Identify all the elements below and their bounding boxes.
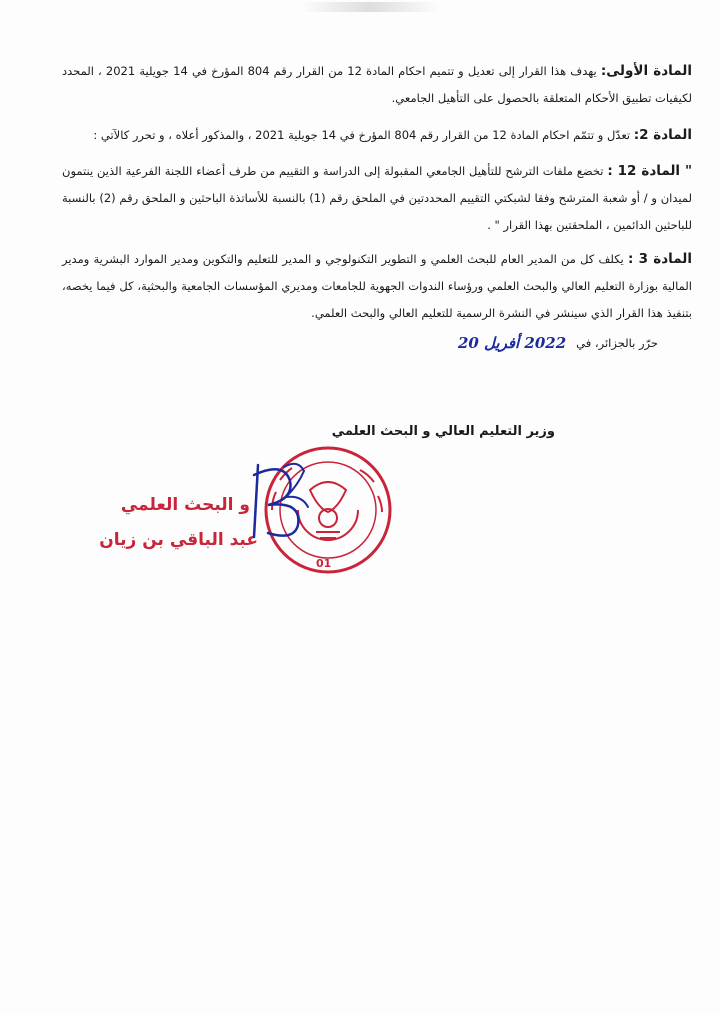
scan-smudge: [300, 2, 440, 12]
article-2-label: المادة 2:: [633, 127, 692, 143]
article-2: [62, 122, 692, 149]
article-12: [62, 158, 692, 239]
stamp-line-2: عبد الباقي بن زيان: [99, 530, 258, 550]
handwritten-date: 2022 أفريل 20: [457, 334, 567, 352]
article-1-label: المادة الأولى:: [600, 63, 692, 79]
article-3-text: يكلف كل من المدير العام للبحث العلمي و التطوير التكنولوجي و المدير للتعليم والتكوين ومدير الموارد البشرية ومدير المالية بوزارة التعليم العالي والبحث العلمي ورؤساء الندوات الجهوية للجامعات ومديري المؤسسات الجامعية والبحثية، كل فيما يخصه، بتنفيذ هذا القرار الذي سينشر في النشرة الرسمية للتعليم العالي والبحث العلمي.: [62, 252, 692, 320]
article-12-label: " المادة 12 :: [607, 163, 692, 179]
article-2-text: تعدّل و تتمّم احكام المادة 12 من القرار رقم 804 المؤرخ في 14 جويلية 2021 ، والمذكور أعلاه ، و تحرر كالآتي :: [93, 128, 634, 142]
stamp-line-1: و البحث العلمي: [120, 495, 250, 515]
article-3-label: المادة 3 :: [627, 251, 692, 267]
article-3: [62, 246, 692, 327]
signing-date-line: [458, 334, 658, 352]
signing-place: حرّر بالجزائر، في: [576, 336, 658, 350]
article-1-text: يهدف هذا القرار إلى تعديل و تتميم احكام المادة 12 من القرار رقم 804 المؤرخ في 14 جويلية 2021 ، المحدد لكيفيات تطبيق الأحكام المتعلقة بالحصول على التأهيل الجامعي.: [62, 64, 692, 105]
minister-title: وزير التعليم العالي و البحث العلمي: [331, 424, 555, 439]
seal-number: 01: [316, 557, 332, 570]
article-12-text: تخضع ملفات الترشح للتأهيل الجامعي المقبولة إلى الدراسة و التقييم من طرف أعضاء اللجنة الفرعية الذين ينتمون لميدان و / أو شعبة المترشح وفقا لشبكتي التقييم المحددتين في الملحق رقم (1) بالنسبة للأساتذة الباحثين و الملحق رقم (2) بالنسبة للباحثين الدائمين ، الملحقتين بهذا القرار " .: [62, 164, 693, 232]
article-1: [62, 58, 692, 112]
signature-icon: [240, 455, 320, 545]
